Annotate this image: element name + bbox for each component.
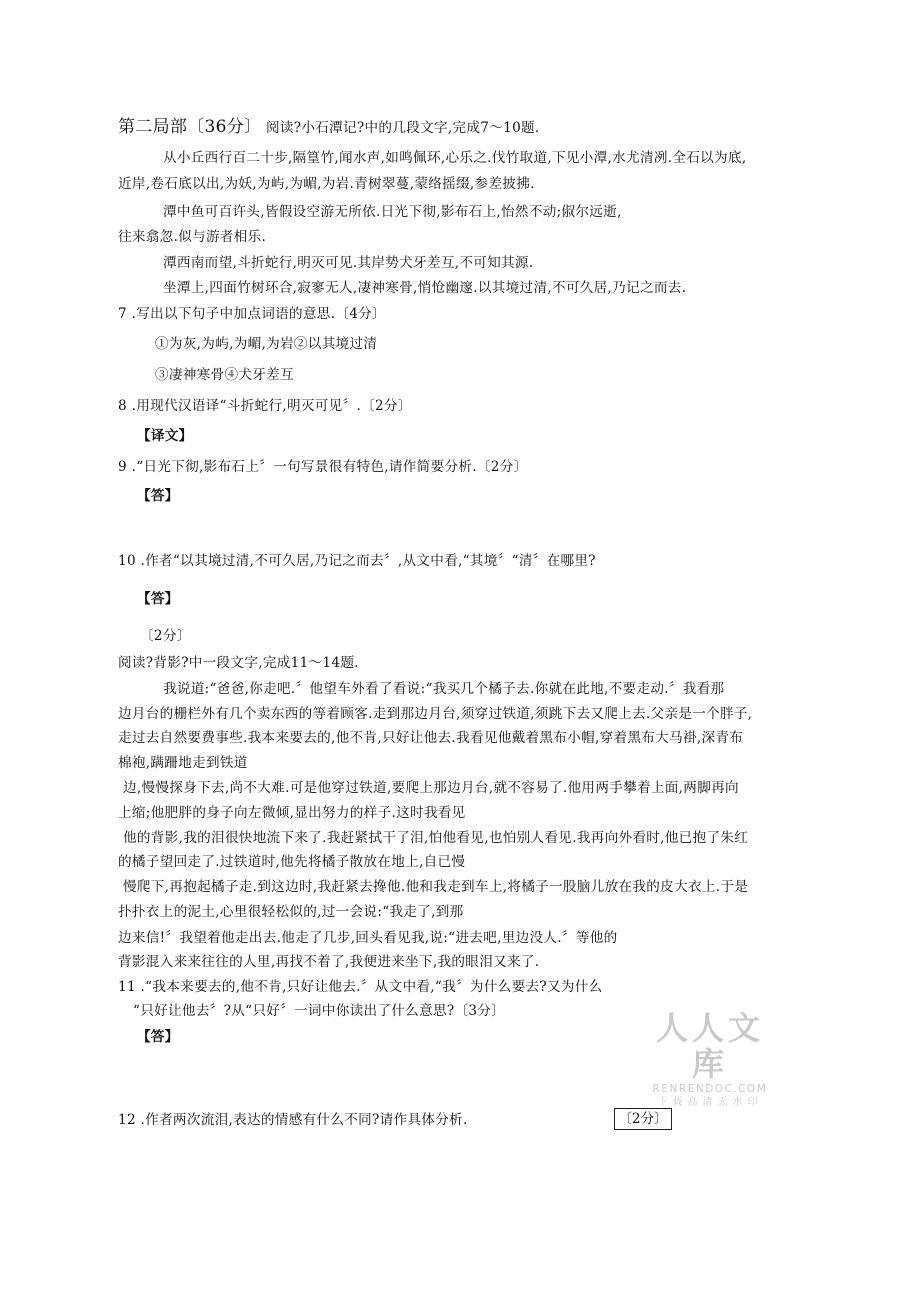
watermark-logo: 人人文库 [655, 1009, 764, 1083]
passage-line: 近岸,卷石底以出,为妖,为屿,为嵋,为岩.青树翠蔓,蒙络摇缀,参差披拂. [118, 176, 535, 192]
passage-line: 边来信!〞我望着他走出去.他走了几步,回头看见我,说:“进去吧,里边没人.〞等他的 [118, 930, 618, 946]
passage-line: 坐潭上,四面竹树环合,寂寥无人,凄神寒骨,悄怆幽邃.以其境过清,不可久居,乃记之而去. [163, 280, 687, 296]
passage-line: 从小丘西行百二十步,隔篁竹,闻水声,如鸣佩环,心乐之.伐竹取道,下见小潭,水尤清冽.全石以为底, [163, 150, 747, 166]
answer-label: 【答】 [137, 591, 179, 607]
passage-line: 慢爬下,再抱起橘子走.到这边时,我赶紧去搀他.他和我走到车上,将橘子一股脑儿放在我的皮大衣上.于是 [123, 879, 749, 895]
translation-label: 【译文】 [137, 428, 193, 444]
question-12-score: 〔2分〕 [614, 1108, 672, 1130]
watermark-caption: 下载高清无水印 [657, 1097, 763, 1108]
question-10: 10 .作者“以其境过清,不可久居,乃记之而去〞,从文中看,“其境〞“清〞在哪里? [118, 553, 596, 569]
question-8: 8 .用现代汉语译“斗折蛇行,明灭可见〞.〔2分〕 [118, 398, 412, 414]
section-title: 第二局部 [118, 117, 188, 137]
question-11-cont: “只好让他去〞?从“只好〞一词中你读出了什么意思?〔3分〕 [133, 1003, 506, 1019]
passage-line: 走过去自然要费事些.我本来要去的,他不肯,只好让他去.我看见他戴着黑布小帽,穿着黑布大马褂,深青布 [118, 730, 744, 746]
question-9: 9 .“日光下彻,影布石上〞一句写景很有特色,请作简要分析.〔2分〕 [118, 459, 528, 475]
watermark [648, 1010, 772, 1110]
question-7-item: ①为灰,为屿,为嵋,为岩②以其境过清 [155, 336, 378, 352]
section-heading [118, 117, 540, 138]
passage-line: 我说道:“爸爸,你走吧.〞他望车外看了看说:“我买几个橘子去.你就在此地,不要走动.〞我看那 [163, 681, 725, 697]
passage-line: 扑扑衣上的泥土,心里很轻松似的,过一会说:“我走了,到那 [118, 904, 464, 920]
passage-line: 潭中鱼可百许头,皆假设空游无所依.日光下彻,影布石上,怡然不动;俶尔远逝, [163, 204, 622, 220]
passage-line: 他的背影,我的泪很快地流下来了.我赶紧拭干了泪,怕他看见,也怕别人看见.我再向外看时,他已抱了朱红 [123, 830, 749, 846]
passage-line: 背影混入来来往往的人里,再找不着了,我便进来坐下,我的眼泪又来了. [118, 954, 540, 970]
passage-line: 的橘子望回走了.过铁道时,他先将橘子散放在地上,自已慢 [118, 854, 466, 870]
passage-line: 上缩;他肥胖的身子向左微倾,显出努力的样子.这时我看见 [118, 805, 466, 821]
question-11: 11 .“我本来要去的,他不肯,只好让他去.〞从文中看,“我〞为什么要去?又为什么 [118, 979, 603, 995]
watermark-domain: RENRENDOC.COM [652, 1083, 768, 1095]
question-12: 12 .作者两次流泪,表达的情感有什么不同?请作具体分析. [118, 1112, 468, 1128]
answer-label: 【答】 [137, 488, 179, 504]
question-7-item: ③凄神寒骨④犬牙差互 [155, 367, 294, 383]
section-instruction: 阅读?背影?中一段文字,完成11〜14题. [118, 655, 359, 671]
passage-line: 往来翕忽.似与游者相乐. [118, 229, 267, 245]
question-7: 7 .写出以下句子中加点词语的意思.〔4分〕 [118, 306, 386, 322]
section-instruction: 阅读?小石潭记?中的几段文字,完成7〜10题. [265, 120, 540, 136]
section-score: 〔36分〕 [187, 117, 262, 137]
passage-line: 棉袍,蹒跚地走到铁道 [118, 755, 248, 771]
question-10-score: 〔2分〕 [140, 628, 191, 644]
answer-label: 【答】 [137, 1029, 179, 1045]
passage-line: 潭西南而望,斗折蛇行,明灭可见.其岸势犬牙差互,不可知其源. [163, 255, 534, 271]
passage-line: 边月台的栅栏外有几个卖东西的等着顾客.走到那边月台,须穿过铁道,须跳下去又爬上去.父亲是一个胖子, [118, 706, 753, 722]
passage-line: 边,慢慢探身下去,尚不大难.可是他穿过铁道,要爬上那边月台,就不容易了.他用两手攀着上面,两脚再向 [123, 780, 739, 796]
